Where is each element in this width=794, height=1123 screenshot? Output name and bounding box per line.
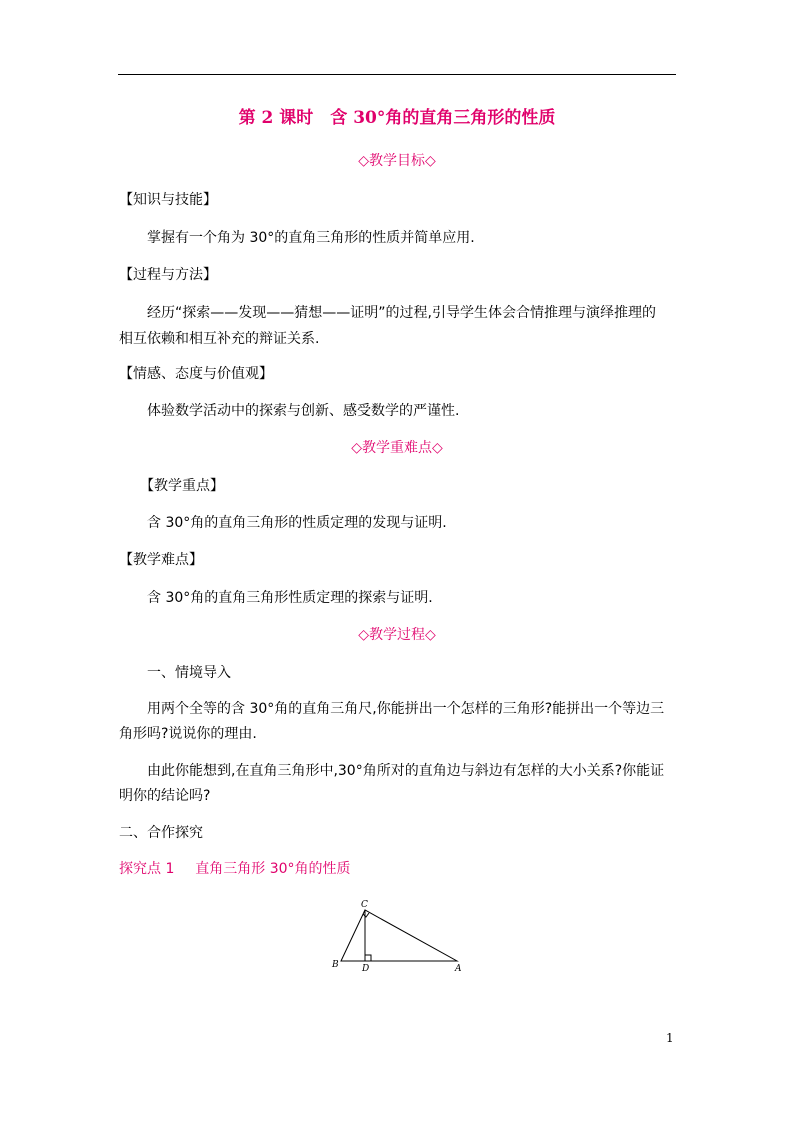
vertex-label-b: B bbox=[332, 960, 339, 970]
section-heading-goals: ◇教学目标◇ bbox=[358, 153, 436, 169]
intro-line-1: 用两个全等的含 30°角的直角三角尺,你能拼出一个怎样的三角形?能拼出一个等边三 bbox=[147, 701, 665, 717]
page-number: 1 bbox=[666, 1031, 674, 1045]
section-heading-process: ◇教学过程◇ bbox=[358, 627, 436, 643]
knowledge-text: 掌握有一个角为 30°的直角三角形的性质并简单应用. bbox=[147, 230, 475, 246]
key-point-text: 含 30°角的直角三角形的性质定理的发现与证明. bbox=[147, 515, 447, 531]
vertex-label-c: C bbox=[361, 900, 368, 910]
page-title: 第 2 课时 含 30°角的直角三角形的性质 bbox=[238, 108, 556, 128]
process-method-line-1: 经历“探索——发现——猜想——证明”的过程,引导学生体会合情推理与演绎推理的 bbox=[147, 305, 656, 321]
question-line-2: 明你的结论吗? bbox=[119, 788, 211, 804]
attitude-heading: 【情感、态度与价值观】 bbox=[119, 366, 273, 382]
intro-line-2: 角形吗?说说你的理由. bbox=[119, 726, 257, 742]
vertex-label-d: D bbox=[362, 964, 370, 974]
knowledge-heading: 【知识与技能】 bbox=[119, 192, 217, 208]
header-rule bbox=[118, 74, 676, 75]
attitude-text: 体验数学活动中的探索与创新、感受数学的严谨性. bbox=[147, 403, 460, 419]
section-heading-key-points: ◇教学重难点◇ bbox=[351, 440, 443, 456]
question-line-1: 由此你能想到,在直角三角形中,30°角所对的直角边与斜边有怎样的大小关系?你能证 bbox=[147, 763, 665, 779]
vertex-label-a: A bbox=[455, 964, 462, 974]
explore-point-heading bbox=[119, 861, 351, 877]
explore-heading: 二、合作探究 bbox=[119, 825, 203, 841]
difficult-point-text: 含 30°角的直角三角形性质定理的探索与证明. bbox=[147, 590, 433, 606]
explore-point-label: 探究点 1 bbox=[119, 861, 175, 877]
difficult-point-heading: 【教学难点】 bbox=[119, 552, 203, 568]
key-point-heading: 【教学重点】 bbox=[140, 478, 224, 494]
triangle-figure bbox=[328, 898, 468, 974]
right-angle-mark-c bbox=[363, 913, 369, 917]
triangle-abc bbox=[341, 910, 457, 961]
process-method-heading: 【过程与方法】 bbox=[119, 267, 217, 283]
right-angle-mark-d bbox=[365, 955, 371, 961]
intro-heading: 一、情境导入 bbox=[147, 665, 231, 681]
explore-point-title: 直角三角形 30°角的性质 bbox=[195, 861, 351, 877]
process-method-line-2: 相互依赖和相互补充的辩证关系. bbox=[119, 331, 320, 347]
